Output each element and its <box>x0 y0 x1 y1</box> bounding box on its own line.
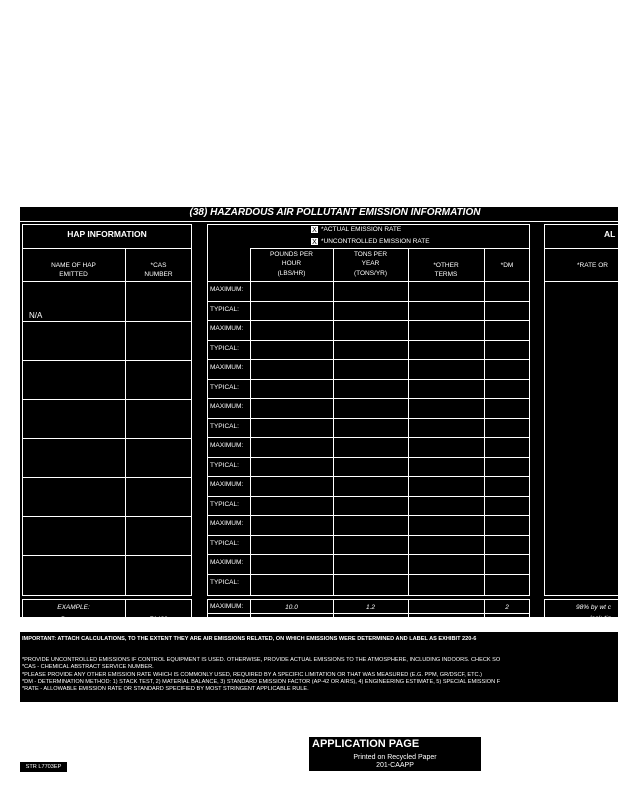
row-6-separator <box>207 476 530 477</box>
row-6-max-label: MAXIMUM: <box>210 481 244 488</box>
application-page-block <box>309 737 481 771</box>
example-typ-dm: 2 <box>505 618 509 625</box>
example-cas: 71432 <box>149 616 168 623</box>
example-typ-label: TYPICAL: <box>210 617 239 624</box>
actual-rate-checkbox[interactable]: X <box>312 227 317 234</box>
row-7-max-label: MAXIMUM: <box>210 520 244 527</box>
example-typ-tons: 0.6 <box>365 618 376 625</box>
emission-rate-box <box>207 224 530 596</box>
row-2-separator <box>207 320 530 321</box>
note-rate: *RATE - ALLOWABLE EMISSION RATE OR STANDARD SPECIFIED BY MOST STRINGENT APPLICABLE RULE. <box>22 686 309 692</box>
row-2-max-label: MAXIMUM: <box>210 325 244 332</box>
row-8-typ-label: TYPICAL: <box>210 578 239 586</box>
row-1-mid-rule <box>207 301 530 302</box>
row-5-separator <box>207 437 530 438</box>
row-5-typ-label: TYPICAL: <box>210 461 239 469</box>
row-2-mid-rule <box>207 340 530 341</box>
col-cas-1: *CAS <box>150 262 167 269</box>
row-3-separator <box>207 359 530 360</box>
row-4-separator <box>207 398 530 399</box>
row-1-max-label: MAXIMUM: <box>210 286 244 293</box>
example-max-label: MAXIMUM: <box>210 603 244 610</box>
row-4-typ-label: TYPICAL: <box>210 422 239 430</box>
row-2-typ-label: TYPICAL: <box>210 344 239 352</box>
note-important: IMPORTANT: ATTACH CALCULATIONS, TO THE EXTENT THEY ARE AIR EMISSIONS RELATED, ON WHICH EMISSIONS WERE DETERMINED AND LABEL AS EXHIBIT 220-6 <box>22 636 477 642</box>
hap-information-header: HAP INFORMATION <box>67 229 147 239</box>
col-tons-yr-2: YEAR <box>361 260 380 267</box>
hap-emission-form <box>20 207 618 625</box>
application-page-title: APPLICATION PAGE <box>312 738 420 750</box>
col-tons-yr-3: (TONS/YR) <box>353 270 388 277</box>
example-label: EXAMPLE: <box>57 604 90 611</box>
form-notes <box>20 632 618 702</box>
col-lbs-hr-3: (LBS/HR) <box>277 270 306 277</box>
allowable-rate-box <box>544 224 618 596</box>
row-3-mid-rule <box>207 379 530 380</box>
col-dm: *DM <box>500 262 514 269</box>
actual-rate-label: *ACTUAL EMISSION RATE <box>321 226 402 233</box>
example-name: Benzene <box>60 616 87 623</box>
form-number: STR L7703EP <box>20 762 67 772</box>
col-lbs-hr-2: HOUR <box>281 260 302 267</box>
row-7-mid-rule <box>207 535 530 536</box>
note-other-rate: *PLEASE PROVIDE ANY OTHER EMISSION RATE WHICH IS COMMONLY USED, REQUIRED BY A SPECIFIC LIMITATION OR THAT WAS MEASURED (E.G. PPM, GR/DSCF, ETC.) <box>22 672 482 678</box>
form-code: 201-CAAPP <box>376 762 414 769</box>
row-5-max-label: MAXIMUM: <box>210 442 244 449</box>
row-3-max-label: MAXIMUM: <box>210 364 244 371</box>
row-8-mid-rule <box>207 574 530 575</box>
row-6-typ-label: TYPICAL: <box>210 500 239 508</box>
col-rate-or: *RATE OR <box>577 262 608 269</box>
row-3-typ-label: TYPICAL: <box>210 383 239 391</box>
row-7-typ-label: TYPICAL: <box>210 539 239 547</box>
row-1-typ-label: TYPICAL: <box>210 305 239 313</box>
example-max-lbs: 10.0 <box>285 604 298 611</box>
example-max-tons: 1.2 <box>365 604 376 611</box>
col-lbs-hr-1: POUNDS PER <box>270 251 313 258</box>
right-header-partial: AL <box>604 229 616 239</box>
hap-information-box <box>22 224 192 596</box>
col-name-of-hap-1: NAME OF HAP <box>51 262 96 269</box>
row-5-mid-rule <box>207 457 530 458</box>
section-title: (38) HAZARDOUS AIR POLLUTANT EMISSION INFORMATION <box>189 207 481 218</box>
row-8-separator <box>207 554 530 555</box>
example-typ-lbs: 5.0 <box>286 618 297 625</box>
col-other-terms-1: *OTHER <box>433 262 459 269</box>
note-cas: *CAS - CHEMICAL ABSTRACT SERVICE NUMBER. <box>22 664 154 670</box>
row-4-mid-rule <box>207 418 530 419</box>
note-uncontrolled: *PROVIDE UNCONTROLLED EMISSIONS IF CONTROL EQUIPMENT IS USED. OTHERWISE, PROVIDE ACTUAL EMISSIONS TO THE ATMOSPHERE, INCLUDING INDOORS. CHECK SO <box>22 657 501 663</box>
row-8-max-label: MAXIMUM: <box>210 559 244 566</box>
example-right-note-2: leak-tig <box>590 615 611 622</box>
row-4-max-label: MAXIMUM: <box>210 403 244 410</box>
printed-on-recycled: Printed on Recycled Paper <box>353 754 437 761</box>
example-max-dm: 2 <box>505 604 509 611</box>
row-6-mid-rule <box>207 496 530 497</box>
col-tons-yr-1: TONS PER <box>353 251 388 258</box>
example-right-note-1: 98% by wt c <box>576 604 612 611</box>
row-7-separator <box>207 515 530 516</box>
uncontrolled-rate-checkbox[interactable]: X <box>312 239 317 246</box>
col-name-of-hap-2: EMITTED <box>59 271 88 278</box>
first-row-na-value: N/A <box>29 311 43 320</box>
uncontrolled-rate-label: *UNCONTROLLED EMISSION RATE <box>321 238 430 245</box>
col-cas-2: NUMBER <box>144 271 173 278</box>
col-other-terms-2: TERMS <box>434 271 458 278</box>
note-dm: *DM - DETERMINATION METHOD: 1) STACK TEST, 2) MATERIAL BALANCE, 3) STANDARD EMISSION FACTOR (AP-42 OR AIRS), 4) ENGINEERING ESTIMATE, 5) SPECIAL EMISSION F <box>22 679 501 685</box>
